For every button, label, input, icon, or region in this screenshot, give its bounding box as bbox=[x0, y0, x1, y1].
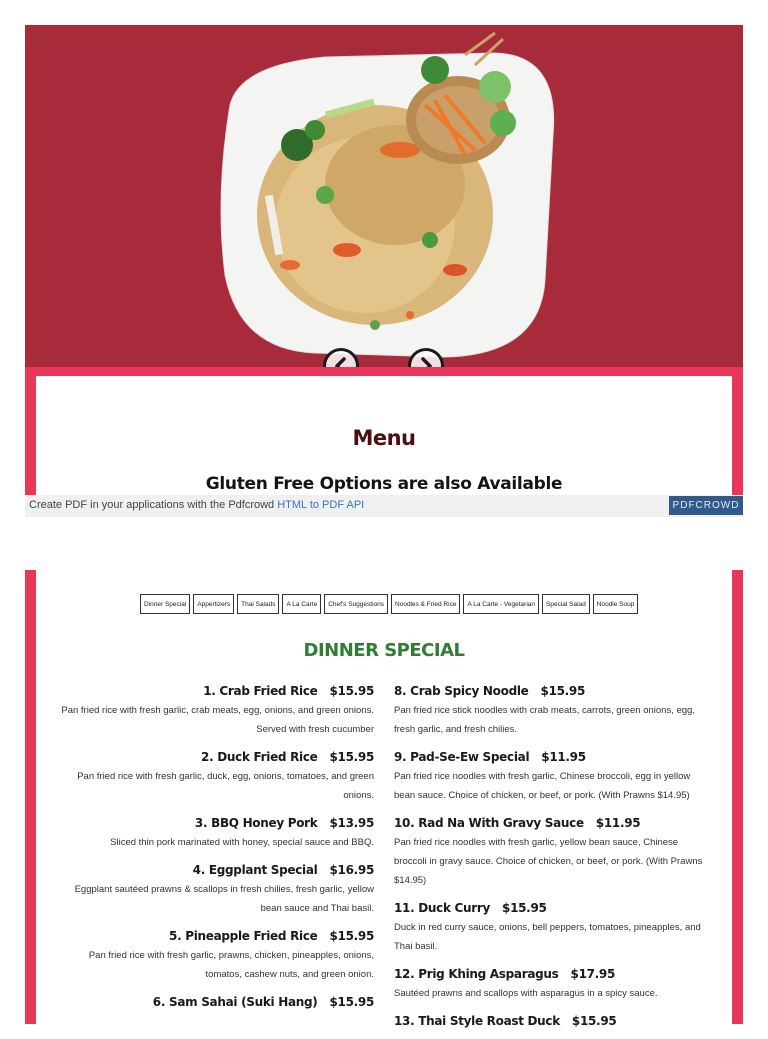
item-name: 12. Prig Khing Asparagus bbox=[394, 967, 559, 981]
item-price: $11.95 bbox=[595, 816, 641, 830]
item-price: $15.95 bbox=[540, 684, 586, 698]
menu-item bbox=[60, 748, 374, 805]
menu-item bbox=[60, 861, 374, 918]
menu-category-tabs bbox=[140, 594, 638, 614]
item-name: 2. Duck Fried Rice bbox=[201, 750, 318, 764]
menu-item bbox=[394, 1012, 706, 1030]
menu-item bbox=[60, 814, 374, 852]
section-title: DINNER SPECIAL bbox=[303, 640, 465, 661]
menu-item bbox=[394, 899, 706, 956]
page-title: Menu bbox=[352, 426, 416, 450]
tab-a-la-carte-vegetarian[interactable]: A La Carte - Vegetarian bbox=[463, 594, 539, 614]
item-price: $17.95 bbox=[570, 967, 616, 981]
tab-noodle-soup[interactable]: Noodle Soup bbox=[593, 594, 639, 614]
tab-appetizers[interactable]: Appertizers bbox=[193, 594, 234, 614]
item-description: Pan fried rice noodles with fresh garlic, yellow bean sauce, Chinese broccoli in gravy sauce. Choice of chicken, or beef, or pork. (With Prawns $14.95) bbox=[394, 837, 703, 886]
hero-carousel bbox=[25, 25, 743, 367]
menu-item bbox=[394, 682, 706, 739]
tab-noodles-fried-rice[interactable]: Noodles & Fried Rice bbox=[391, 594, 460, 614]
item-name: 5. Pineapple Fried Rice bbox=[169, 929, 318, 943]
item-description: Pan fried rice with fresh garlic, prawns, chicken, pineapples, onions, tomatos, cashew nuts, and green onion. bbox=[88, 950, 374, 980]
gluten-free-notice: Gluten Free Options are also Available bbox=[205, 474, 563, 494]
pdfcrowd-message: Create PDF in your applications with the Pdfcrowd bbox=[29, 499, 278, 511]
item-price: $15.95 bbox=[329, 684, 374, 698]
item-price: $11.95 bbox=[541, 750, 586, 764]
menu-item bbox=[60, 682, 374, 739]
menu-header-frame bbox=[25, 367, 743, 495]
item-description: Pan fried rice with fresh garlic, duck, egg, onions, tomatoes, and green onions. bbox=[77, 771, 374, 801]
fried-rice-plate-photo bbox=[25, 25, 743, 367]
item-price: $15.95 bbox=[571, 1014, 617, 1028]
pdfcrowd-footer bbox=[25, 495, 743, 517]
item-description: Sautéed prawns and scallops with asparagus in a spicy sauce. bbox=[394, 988, 658, 999]
chevron-left-icon bbox=[331, 356, 351, 367]
item-description: Sliced thin pork marinated with honey, special sauce and BBQ. bbox=[110, 837, 374, 848]
tab-special-salad[interactable]: Special Salad bbox=[542, 594, 590, 614]
tab-a-la-carte[interactable]: A La Carte bbox=[282, 594, 321, 614]
item-name: 10. Rad Na With Gravy Sauce bbox=[394, 816, 584, 830]
item-price: $15.95 bbox=[329, 929, 374, 943]
menu-column-left bbox=[60, 682, 374, 1020]
menu-item bbox=[60, 993, 374, 1011]
item-description: Pan fried rice with fresh garlic, crab meats, egg, onions, and green onions. Served with fresh cucumber bbox=[61, 705, 374, 735]
item-name: 8. Crab Spicy Noodle bbox=[394, 684, 529, 698]
item-price: $15.95 bbox=[329, 750, 374, 764]
menu-item bbox=[60, 927, 374, 984]
item-price: $13.95 bbox=[329, 816, 374, 830]
item-name: 3. BBQ Honey Pork bbox=[194, 816, 318, 830]
item-name: 13. Thai Style Roast Duck bbox=[394, 1014, 560, 1028]
menu-column-right bbox=[394, 682, 706, 1039]
pdfcrowd-link[interactable]: HTML to PDF API bbox=[277, 499, 365, 511]
menu-item bbox=[394, 814, 706, 890]
item-name: 1. Crab Fried Rice bbox=[203, 684, 318, 698]
item-description: Pan fried rice noodles with fresh garlic, Chinese broccoli, egg in yellow bean sauce. Choice of chicken, or beef, or pork. (With Prawns $14.95) bbox=[394, 771, 691, 801]
tab-thai-salads[interactable]: Thai Salads bbox=[237, 594, 279, 614]
item-price: $15.95 bbox=[329, 995, 374, 1009]
item-name: 4. Eggplant Special bbox=[192, 863, 318, 877]
pdfcrowd-button[interactable]: PDFCROWD bbox=[669, 496, 743, 515]
menu-item bbox=[394, 748, 706, 805]
tab-dinner-special[interactable]: Dinner Special bbox=[140, 594, 190, 614]
chevron-right-icon bbox=[416, 356, 436, 367]
item-price: $16.95 bbox=[329, 863, 374, 877]
item-price: $15.95 bbox=[502, 901, 547, 915]
item-name: 6. Sam Sahai (Suki Hang) bbox=[152, 995, 318, 1009]
tab-chefs-suggestions[interactable]: Chef's Suggestions bbox=[324, 594, 388, 614]
pdfcrowd-text bbox=[29, 499, 364, 511]
menu-item bbox=[394, 965, 706, 1003]
item-name: 9. Pad-Se-Ew Special bbox=[394, 750, 530, 764]
item-description: Eggplant sautéed prawns & scallops in fresh chilies, fresh garlic, yellow bean sauce and Thai basil. bbox=[74, 884, 374, 914]
item-description: Duck in red curry sauce, onions, bell peppers, tomatoes, pineapples, and Thai basil. bbox=[394, 922, 701, 952]
item-name: 11. Duck Curry bbox=[394, 901, 491, 915]
item-description: Pan fried rice stick noodles with crab meats, carrots, green onions, egg, fresh garlic, and fresh chilies. bbox=[394, 705, 695, 735]
